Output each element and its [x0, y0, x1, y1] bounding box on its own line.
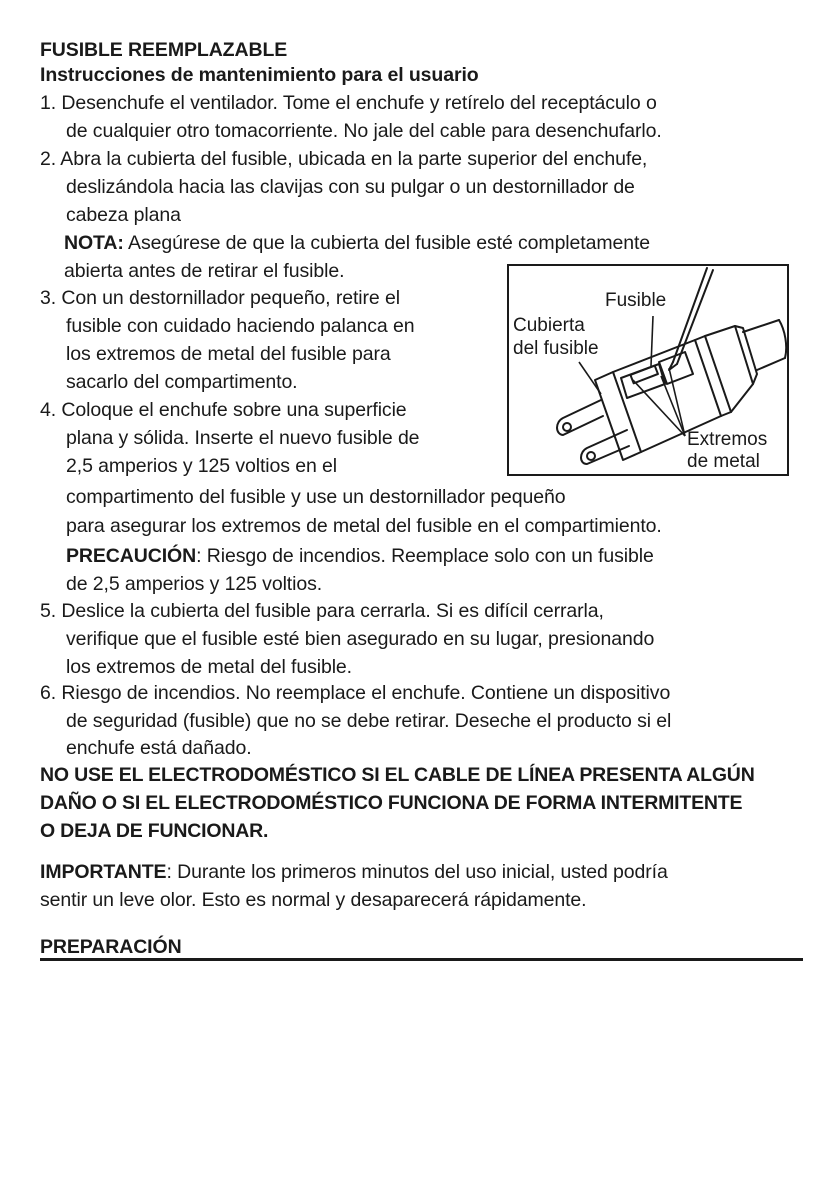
step-6-line-2: de seguridad (fusible) que no se debe retirar. Deseche el producto si el	[66, 710, 672, 732]
leader-ends-1	[633, 380, 685, 436]
step-4-line-5: para asegurar los extremos de metal del fusible en el compartimiento.	[66, 515, 662, 537]
caution-text-1: : Riesgo de incendios. Reemplace solo con un fusible	[196, 545, 654, 567]
important-text-1: : Durante los primeros minutos del uso inicial, usted podría	[166, 861, 668, 883]
step-2-line-1: 2. Abra la cubierta del fusible, ubicada en la parte superior del enchufe,	[40, 148, 648, 170]
warning-line-2: DAÑO O SI EL ELECTRODOMÉSTICO FUNCIONA DE FORMA INTERMITENTE	[40, 792, 743, 814]
label-ends-1: Extremos	[687, 429, 768, 450]
step-4-line-2: plana y sólida. Inserte el nuevo fusible de	[66, 427, 420, 449]
warning-line-3: O DEJA DE FUNCIONAR.	[40, 820, 269, 842]
step-2-line-3: cabeza plana	[66, 204, 181, 226]
warning-line-1: NO USE EL ELECTRODOMÉSTICO SI EL CABLE DE LÍNEA PRESENTA ALGÚN	[40, 764, 755, 786]
plug-fuse-diagram	[507, 264, 789, 476]
note-line-1	[64, 231, 650, 255]
step-2-line-2: deslizándola hacia las clavijas con su pulgar o un destornillador de	[66, 176, 635, 198]
step-6-line-1: 6. Riesgo de incendios. No reemplace el enchufe. Contiene un dispositivo	[40, 682, 671, 704]
label-cover-2: del fusible	[513, 338, 599, 359]
step-5-line-3: los extremos de metal del fusible.	[66, 656, 352, 678]
important-label: IMPORTANTE	[40, 861, 167, 883]
step-1-line-2: de cualquier otro tomacorriente. No jale del cable para desenchufarlo.	[66, 120, 662, 142]
heading-rule	[40, 958, 803, 961]
label-fuse: Fusible	[605, 290, 667, 311]
preparation-heading: PREPARACIÓN	[40, 936, 182, 958]
step-3-line-1: 3. Con un destornillador pequeño, retire el	[40, 287, 400, 309]
label-cover-1: Cubierta	[513, 315, 585, 336]
note-label: NOTA:	[64, 232, 124, 254]
important-line-2: sentir un leve olor. Esto es normal y desaparecerá rápidamente.	[40, 889, 587, 911]
caution-label: PRECAUCIÓN	[66, 545, 197, 567]
leader-fuse	[651, 316, 653, 366]
step-3-line-3: los extremos de metal del fusible para	[66, 343, 391, 365]
step-1-line-1: 1. Desenchufe el ventilador. Tome el enchufe y retírelo del receptáculo o	[40, 92, 657, 114]
caution-line-2: de 2,5 amperios y 125 voltios.	[66, 573, 323, 595]
step-3-line-4: sacarlo del compartimento.	[66, 371, 298, 393]
note-text-1: Asegúrese de que la cubierta del fusible esté completamente	[123, 232, 651, 254]
step-5-line-1: 5. Deslice la cubierta del fusible para cerrarla. Si es difícil cerrarla,	[40, 600, 604, 622]
step-4-line-1: 4. Coloque el enchufe sobre una superficie	[40, 399, 407, 421]
caution-line-1	[66, 544, 654, 568]
step-4-line-4: compartimento del fusible y use un destornillador pequeño	[66, 486, 566, 508]
section-subtitle: Instrucciones de mantenimiento para el usuario	[40, 64, 479, 86]
step-4-line-3: 2,5 amperios y 125 voltios en el	[66, 455, 338, 477]
page-title: FUSIBLE REEMPLAZABLE	[40, 39, 288, 61]
important-line-1	[40, 860, 668, 884]
step-5-line-2: verifique que el fusible esté bien asegurado en su lugar, presionando	[66, 628, 655, 650]
step-6-line-3: enchufe está dañado.	[66, 737, 252, 759]
step-3-line-2: fusible con cuidado haciendo palanca en	[66, 315, 415, 337]
note-line-2: abierta antes de retirar el fusible.	[64, 260, 345, 282]
label-ends-2: de metal	[687, 451, 760, 472]
